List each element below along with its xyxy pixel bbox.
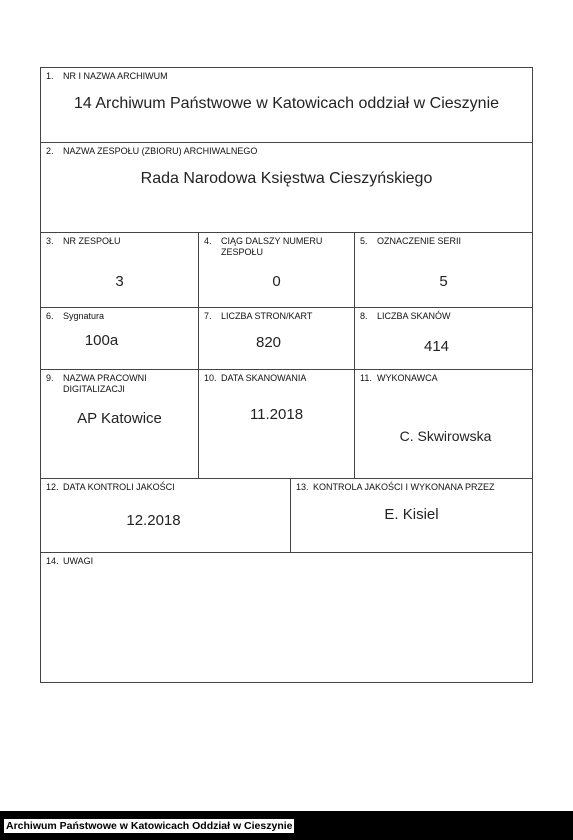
field-number: 10. [204,373,217,383]
field-label: NAZWA PRACOWNI DIGITALIZACJI [63,373,147,394]
field-label: KONTROLA JAKOŚCI I WYKONANA PRZEZ [313,482,495,492]
field-value: 5 [439,273,448,290]
field-remarks [41,553,532,682]
field-quality-control-by [291,479,532,553]
field-number: 6. [46,311,54,321]
field-number: 1. [46,71,54,81]
field-number: 2. [46,146,54,156]
archive-metadata-form [40,67,533,683]
field-performer [355,370,532,479]
field-number: 9. [46,373,54,383]
field-label: LICZBA STRON/KART [221,311,313,321]
field-value: 414 [423,338,450,355]
field-label: NR ZESPOŁU [63,236,121,246]
field-value: C. Skwirowska [399,428,492,444]
field-quality-control-date [41,479,291,553]
field-label: WYKONAWCA [377,373,438,383]
field-digitization-lab [41,370,199,479]
field-number: 14. [46,556,59,566]
field-number: 13. [296,482,309,492]
field-label: NAZWA ZESPOŁU (ZBIORU) ARCHIWALNEGO [63,146,258,156]
field-label: CIĄG DALSZY NUMERU ZESPOŁU [221,236,323,257]
field-fonds-number-continuation [199,233,355,308]
field-label: OZNACZENIE SERII [377,236,462,246]
field-value: 820 [255,334,282,351]
field-signature [41,308,199,370]
field-number: 12. [46,482,59,492]
field-label: DATA SKANOWANIA [221,373,307,383]
field-archive-name [41,68,532,143]
field-label: DATA KONTROLI JAKOŚCI [63,482,175,492]
field-label: NR I NAZWA ARCHIWUM [63,71,168,81]
field-label: LICZBA SKANÓW [377,311,451,321]
field-value: 12.2018 [126,512,181,529]
field-label: UWAGI [63,556,94,566]
footer-archive-label: Archiwum Państwowe w Katowicach Oddział w Cieszynie [3,818,295,834]
field-scan-date [199,370,355,479]
field-number: 4. [204,236,212,246]
field-value: 11.2018 [249,406,304,423]
field-value: AP Katowice [77,410,162,427]
field-value: 100a [84,332,119,349]
field-number: 7. [204,311,212,321]
field-value: 3 [115,273,124,290]
field-value: 0 [272,273,281,290]
field-value: E. Kisiel [384,506,439,523]
field-number: 3. [46,236,54,246]
field-fonds-name [41,143,532,233]
field-series-designation [355,233,532,308]
footer-bar [0,811,573,840]
field-scan-count [355,308,532,370]
field-number: 11. [360,373,372,383]
field-page-count [199,308,355,370]
field-value: 14 Archiwum Państwowe w Katowicach oddział w Cieszynie [73,95,500,112]
field-number: 5. [360,236,368,246]
field-value: Rada Narodowa Księstwa Cieszyńskiego [140,170,433,187]
field-label: Sygnatura [63,311,105,321]
field-fonds-number [41,233,199,308]
field-number: 8. [360,311,368,321]
